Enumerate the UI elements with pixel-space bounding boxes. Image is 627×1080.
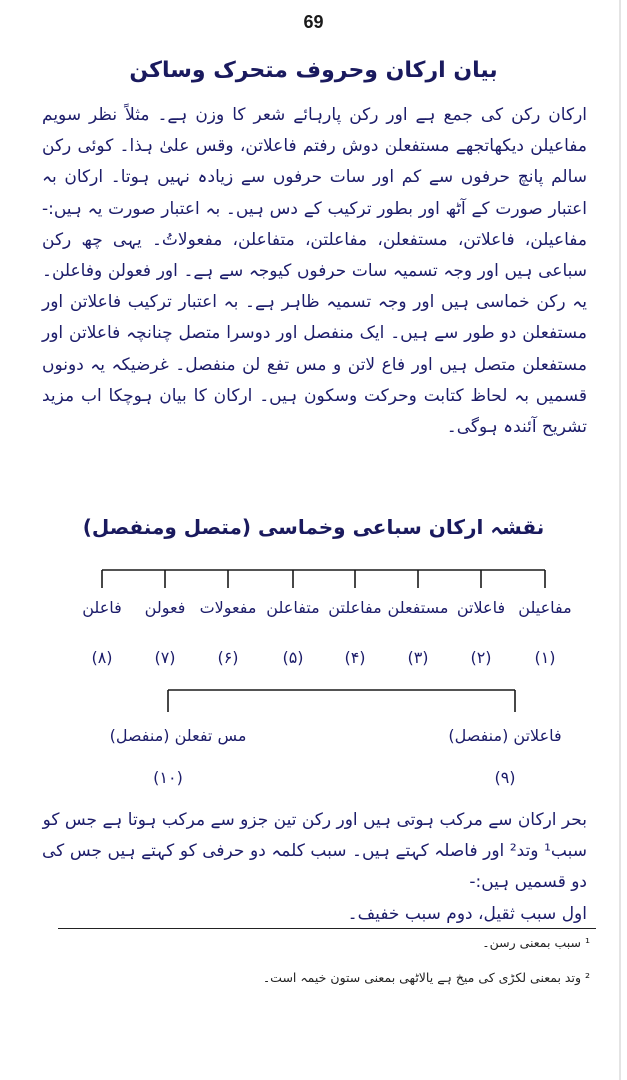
node-num-4: (۴): [344, 648, 366, 667]
node-num-7: (۷): [154, 648, 176, 667]
paragraph-bahr-line-2: سبب¹ وتد² اور فاصلہ کہتے ہیں۔ سبب کلمہ دو حرفی کو کہتے ہیں جس کی دو قسمیں ہیں:-: [42, 841, 587, 893]
footnote-1: ¹ سبب بمعنی رسن۔: [482, 935, 590, 950]
diagram-title: نقشہ ارکان سباعی وخماسی (متصل ومنفصل): [82, 515, 545, 539]
node-label-3: مستفعلن: [387, 598, 449, 617]
paragraph-arkan: ارکان رکن کی جمع ہے اور رکن پارہائے شعر کا وزن ہے۔ مثلاً نظر سویم مفاعیلن دیکھاتجھے مستفعلن دوش رفتم فاعلاتن، وقس علیٰ ہذا۔ کوئی رکن سالم پانچ حرفوں سے کم اور سات حرفوں سے زیادہ نہیں ہوتا۔ ارکان بہ اعتبار صورت کے آٹھ اور بطور ترکیب کے دس ہیں۔ بہ اعتبار صورت یہ ہیں:- مفاعیلن، فاعلاتن، مستفعلن، مفاعلتن، متفاعلن، مفعولاتُ۔ یہی چھ رکن سباعی ہیں اور وجہ تسمیہ سات حرفوں کیوجہ سے ہے۔ اور فعولن وفاعلن۔ یہ رکن خماسی ہیں اور وجہ تسمیہ ظاہر ہے۔ بہ اعتبار ترکیب فاعلاتن اور مستفعلن دو طور سے ہیں۔ ایک منفصل اور دوسرا متصل چنانچہ فاعلاتن اور مستفعلن متصل ہیں اور فاع لاتن و مس تفع لن منفصل۔ غرضیکہ یہ دونوں قسمیں بہ لحاظ کتابت وحرکت وسکون ہیں۔ ارکان کا بیان ہوچکا اب مزید تشریح آئندہ ہوگی۔: [42, 105, 587, 438]
page-number: 69: [303, 12, 324, 32]
node-num-8: (۸): [91, 648, 113, 667]
node-num-9: (۹): [494, 768, 516, 787]
node-label-6: مفعولات: [199, 598, 257, 617]
footnote-divider: [58, 928, 596, 929]
node-label-8: فاعلن: [82, 598, 122, 617]
node-label-10: مس تفعلن (منفصل): [109, 726, 247, 745]
node-num-10: (۱۰): [153, 768, 183, 787]
node-num-3: (۳): [407, 648, 429, 667]
paragraph-bahr-line-1: بحر ارکان سے مرکب ہوتی ہیں اور رکن تین جزو سے مرکب ہوتا ہے جس کو: [42, 810, 587, 830]
node-num-6: (۶): [217, 648, 239, 667]
node-label-7: فعولن: [144, 598, 186, 617]
node-label-1: مفاعیلن: [518, 598, 572, 617]
node-num-1: (۱): [534, 648, 556, 667]
section-title: بیان ارکان وحروف متحرک وساکن: [129, 58, 498, 83]
node-num-5: (۵): [282, 648, 304, 667]
paragraph-bahr-line-3: اول سبب ثقیل، دوم سبب خفیف۔: [347, 903, 587, 924]
node-label-5: متفاعلن: [266, 598, 320, 617]
footnote-2: ² وتد بمعنی لکڑی کی میخ ہے یالاٹھی بمعنی ستون خیمہ است۔: [262, 970, 590, 985]
node-label-4: مفاعلتن: [328, 598, 382, 617]
paragraph-bahr: [42, 805, 587, 930]
node-num-2: (۲): [470, 648, 492, 667]
node-label-2: فاعلاتن: [456, 598, 506, 617]
node-label-9: فاعلاتن (منفصل): [448, 726, 562, 745]
